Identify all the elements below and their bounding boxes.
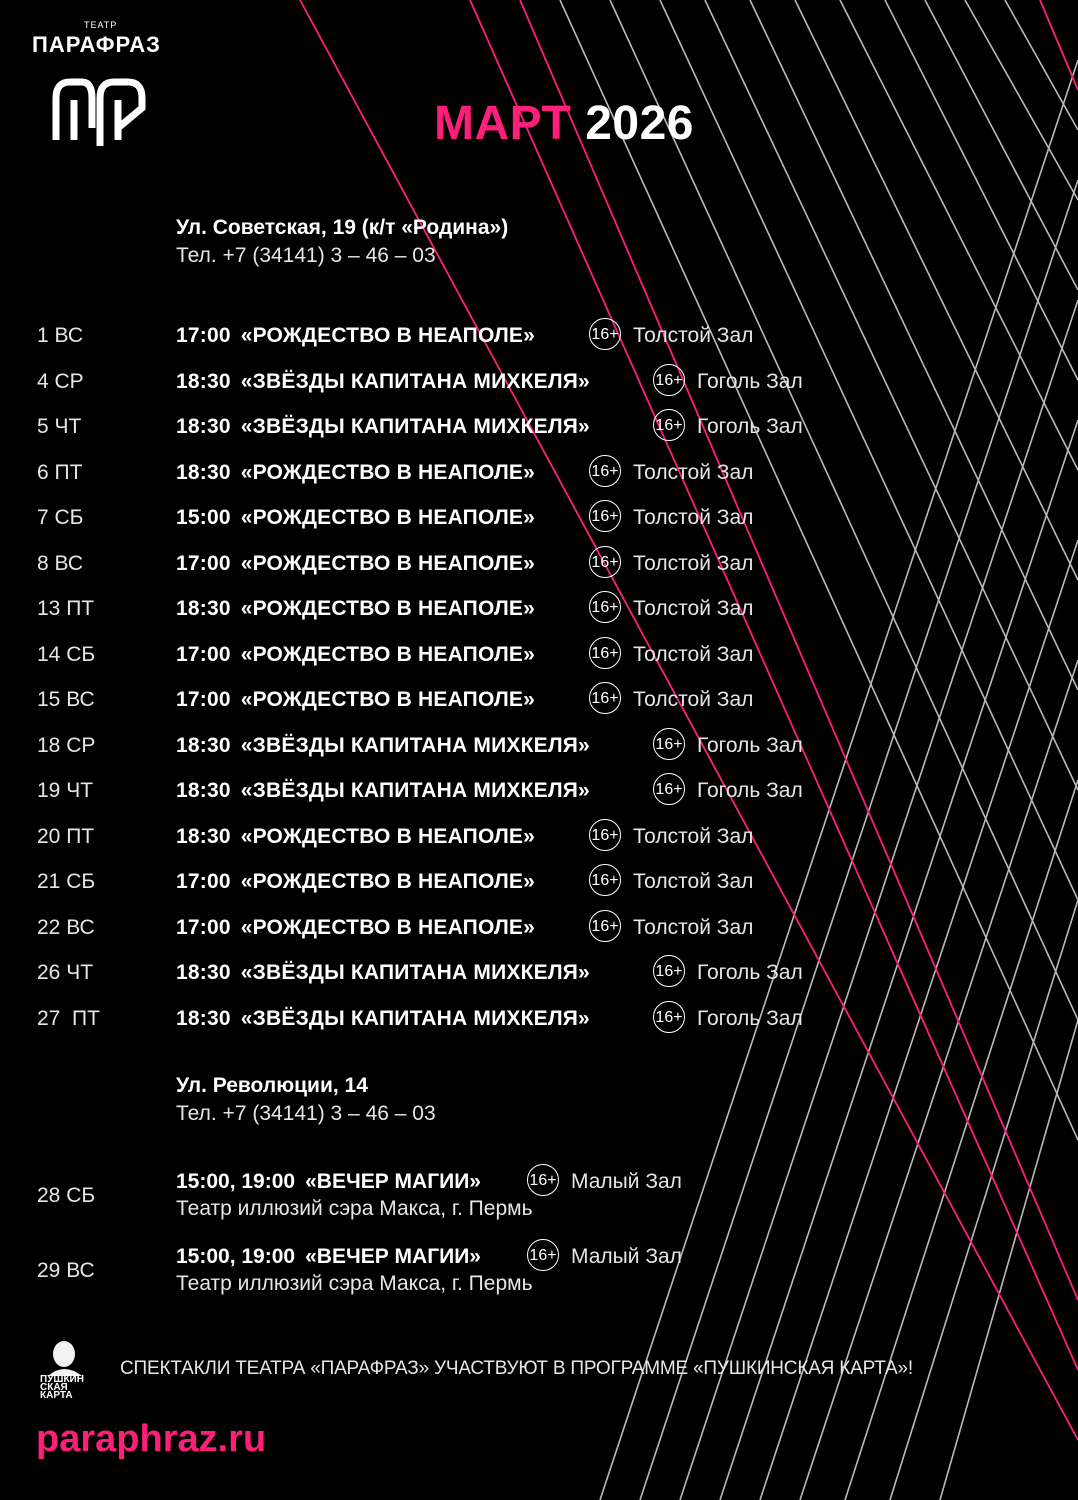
schedule-row xyxy=(0,546,1078,586)
schedule-row xyxy=(0,864,1078,904)
schedule-row xyxy=(0,500,1078,540)
pushkin-logo-line2: СКАЯ xyxy=(40,1382,68,1393)
date-label: 15 ВС xyxy=(37,688,95,711)
age-rating-badge: 16+ xyxy=(589,910,621,942)
schedule-row xyxy=(0,682,1078,722)
show-time: 18:30 xyxy=(176,369,231,393)
hall-name: Толстой Зал xyxy=(633,915,754,939)
show-time: 17:00 xyxy=(176,642,231,666)
schedule-row xyxy=(0,1001,1078,1041)
show-info xyxy=(176,370,590,394)
hall-name: Малый Зал xyxy=(571,1245,682,1268)
age-rating-badge: 16+ xyxy=(589,637,621,669)
show-info xyxy=(176,734,590,758)
age-rating-badge: 16+ xyxy=(653,955,685,987)
show-title: «РОЖДЕСТВО В НЕАПОЛЕ» xyxy=(240,915,536,939)
show-time: 17:00 xyxy=(176,870,231,893)
date-label: 18 СР xyxy=(37,733,96,757)
venue-revolyutsii xyxy=(176,1072,436,1128)
age-rating-badge: 16+ xyxy=(527,1164,559,1196)
hall-name: Гоголь Зал xyxy=(697,733,803,757)
show-time: 18:30 xyxy=(176,1006,231,1030)
theatre-logo-icon xyxy=(48,70,152,148)
show-time: 17:00 xyxy=(176,551,231,575)
date-label: 27 ПТ xyxy=(37,1006,100,1030)
show-info xyxy=(176,916,535,940)
show-time: 18:30 xyxy=(176,961,231,984)
show-title: «РОЖДЕСТВО В НЕАПОЛЕ» xyxy=(240,824,536,848)
show-info xyxy=(176,961,590,985)
age-rating-badge: 16+ xyxy=(589,864,621,896)
schedule-row xyxy=(0,409,1078,449)
venue-address: Ул. Советская, 19 (к/т «Родина») xyxy=(176,216,509,239)
show-time: 18:30 xyxy=(176,779,231,802)
show-time: 15:00 xyxy=(176,506,231,529)
show-title: «ЗВЁЗДЫ КАПИТАНА МИХКЕЛЯ» xyxy=(240,961,590,984)
date-label: 8 ВС xyxy=(37,551,83,575)
hall-name: Толстой Зал xyxy=(633,324,754,347)
show-time: 18:30 xyxy=(176,824,231,848)
month-title xyxy=(434,96,694,151)
date-label: 5 ЧТ xyxy=(37,415,82,438)
hall-name: Гоголь Зал xyxy=(697,369,803,393)
show-info xyxy=(176,779,590,803)
show-time: 18:30 xyxy=(176,460,231,484)
schedule-row xyxy=(0,955,1078,995)
show-time: 18:30 xyxy=(176,733,231,757)
schedule-row xyxy=(0,910,1078,950)
show-note: Театр иллюзий сэра Макса, г. Пермь xyxy=(176,1272,533,1295)
schedule-row xyxy=(0,364,1078,404)
venue-phone: Тел. +7 (34141) 3 – 46 – 03 xyxy=(176,244,436,267)
date-label: 14 СБ xyxy=(37,642,96,666)
show-time: 17:00 xyxy=(176,915,231,939)
venue-address: Ул. Революции, 14 xyxy=(176,1074,368,1097)
age-rating-badge: 16+ xyxy=(653,364,685,396)
age-rating-badge: 16+ xyxy=(589,318,621,350)
show-time: 15:00, 19:00 xyxy=(176,1245,296,1268)
venue-sovetskaya xyxy=(176,214,508,270)
age-rating-badge: 16+ xyxy=(589,546,621,578)
date-label: 29 ВС xyxy=(37,1259,95,1282)
hall-name: Толстой Зал xyxy=(633,642,754,666)
month-name: МАРТ xyxy=(434,97,572,150)
show-title: «ЗВЁЗДЫ КАПИТАНА МИХКЕЛЯ» xyxy=(240,415,590,438)
date-label: 7 СБ xyxy=(37,506,84,529)
show-title: «РОЖДЕСТВО В НЕАПОЛЕ» xyxy=(240,642,536,666)
date-label: 21 СБ xyxy=(37,870,96,893)
show-title: «РОЖДЕСТВО В НЕАПОЛЕ» xyxy=(240,688,536,711)
date-label: 19 ЧТ xyxy=(37,779,94,802)
pushkin-logo-line1: ПУШКИН xyxy=(40,1374,84,1385)
show-title: «РОЖДЕСТВО В НЕАПОЛЕ» xyxy=(240,324,536,347)
hall-name: Толстой Зал xyxy=(633,597,754,620)
date-label: 20 ПТ xyxy=(37,824,95,848)
show-info xyxy=(176,688,535,712)
show-info xyxy=(176,870,535,894)
logo-name: ПАРАФРАЗ xyxy=(32,32,161,57)
hall-name: Толстой Зал xyxy=(633,824,754,848)
date-label: 4 СР xyxy=(37,369,84,393)
age-rating-badge: 16+ xyxy=(653,773,685,805)
age-rating-badge: 16+ xyxy=(653,409,685,441)
show-time: 15:00, 19:00 xyxy=(176,1170,296,1193)
show-info xyxy=(176,552,535,576)
show-info xyxy=(176,825,535,849)
show-info xyxy=(176,1170,481,1194)
date-label: 1 ВС xyxy=(37,324,83,347)
show-title: «ЗВЁЗДЫ КАПИТАНА МИХКЕЛЯ» xyxy=(240,733,590,757)
age-rating-badge: 16+ xyxy=(653,728,685,760)
date-label: 22 ВС xyxy=(37,915,95,939)
age-rating-badge: 16+ xyxy=(589,819,621,851)
show-title: «РОЖДЕСТВО В НЕАПОЛЕ» xyxy=(240,551,536,575)
year: 2026 xyxy=(585,97,694,150)
schedule-row xyxy=(0,1245,1078,1305)
schedule-row xyxy=(0,591,1078,631)
date-label: 6 ПТ xyxy=(37,460,83,484)
show-title: «ЗВЁЗДЫ КАПИТАНА МИХКЕЛЯ» xyxy=(240,779,590,802)
show-note: Театр иллюзий сэра Макса, г. Пермь xyxy=(176,1197,533,1220)
show-time: 17:00 xyxy=(176,688,231,711)
hall-name: Толстой Зал xyxy=(633,688,754,711)
age-rating-badge: 16+ xyxy=(653,1001,685,1033)
show-info xyxy=(176,324,535,348)
hall-name: Малый Зал xyxy=(571,1170,682,1193)
schedule-row xyxy=(0,637,1078,677)
hall-name: Гоголь Зал xyxy=(697,961,803,984)
age-rating-badge: 16+ xyxy=(527,1239,559,1271)
age-rating-badge: 16+ xyxy=(589,682,621,714)
show-title: «РОЖДЕСТВО В НЕАПОЛЕ» xyxy=(240,506,536,529)
show-title: «РОЖДЕСТВО В НЕАПОЛЕ» xyxy=(240,460,536,484)
show-info xyxy=(176,415,590,439)
date-label: 26 ЧТ xyxy=(37,961,94,984)
show-info xyxy=(176,461,535,485)
pushkin-program-note: СПЕКТАКЛИ ТЕАТРА «ПАРАФРАЗ» УЧАСТВУЮТ В ПРОГРАММЕ «ПУШКИНСКАЯ КАРТА»! xyxy=(120,1358,913,1379)
show-title: «РОЖДЕСТВО В НЕАПОЛЕ» xyxy=(240,870,536,893)
hall-name: Толстой Зал xyxy=(633,506,754,529)
hall-name: Толстой Зал xyxy=(633,551,754,575)
show-info xyxy=(176,643,535,667)
schedule-row xyxy=(0,773,1078,813)
schedule-row xyxy=(0,728,1078,768)
date-label: 13 ПТ xyxy=(37,597,95,620)
show-title: «ЗВЁЗДЫ КАПИТАНА МИХКЕЛЯ» xyxy=(240,369,590,393)
show-time: 18:30 xyxy=(176,597,231,620)
show-time: 17:00 xyxy=(176,324,231,347)
logo-subtitle: ТЕАТР xyxy=(84,20,118,30)
venue-phone: Тел. +7 (34141) 3 – 46 – 03 xyxy=(176,1102,436,1125)
show-title: «ВЕЧЕР МАГИИ» xyxy=(305,1170,481,1193)
hall-name: Гоголь Зал xyxy=(697,1006,803,1030)
show-title: «ЗВЁЗДЫ КАПИТАНА МИХКЕЛЯ» xyxy=(240,1006,590,1030)
hall-name: Толстой Зал xyxy=(633,870,754,893)
pushkin-card-logo-icon xyxy=(40,1336,106,1398)
date-label: 28 СБ xyxy=(37,1184,96,1207)
schedule-row xyxy=(0,1170,1078,1230)
schedule-row xyxy=(0,455,1078,495)
schedule-row xyxy=(0,318,1078,358)
hall-name: Гоголь Зал xyxy=(697,415,803,438)
hall-name: Гоголь Зал xyxy=(697,779,803,802)
show-title: «ВЕЧЕР МАГИИ» xyxy=(305,1245,481,1268)
show-time: 18:30 xyxy=(176,415,231,438)
show-info xyxy=(176,597,535,621)
show-info xyxy=(176,1007,590,1031)
age-rating-badge: 16+ xyxy=(589,591,621,623)
age-rating-badge: 16+ xyxy=(589,455,621,487)
website-link[interactable]: paraphraz.ru xyxy=(36,1418,267,1460)
pushkin-logo-line3: КАРТА xyxy=(40,1390,73,1398)
show-title: «РОЖДЕСТВО В НЕАПОЛЕ» xyxy=(240,597,536,620)
age-rating-badge: 16+ xyxy=(589,500,621,532)
show-info xyxy=(176,1245,481,1269)
schedule-row xyxy=(0,819,1078,859)
show-info xyxy=(176,506,535,530)
hall-name: Толстой Зал xyxy=(633,460,754,484)
